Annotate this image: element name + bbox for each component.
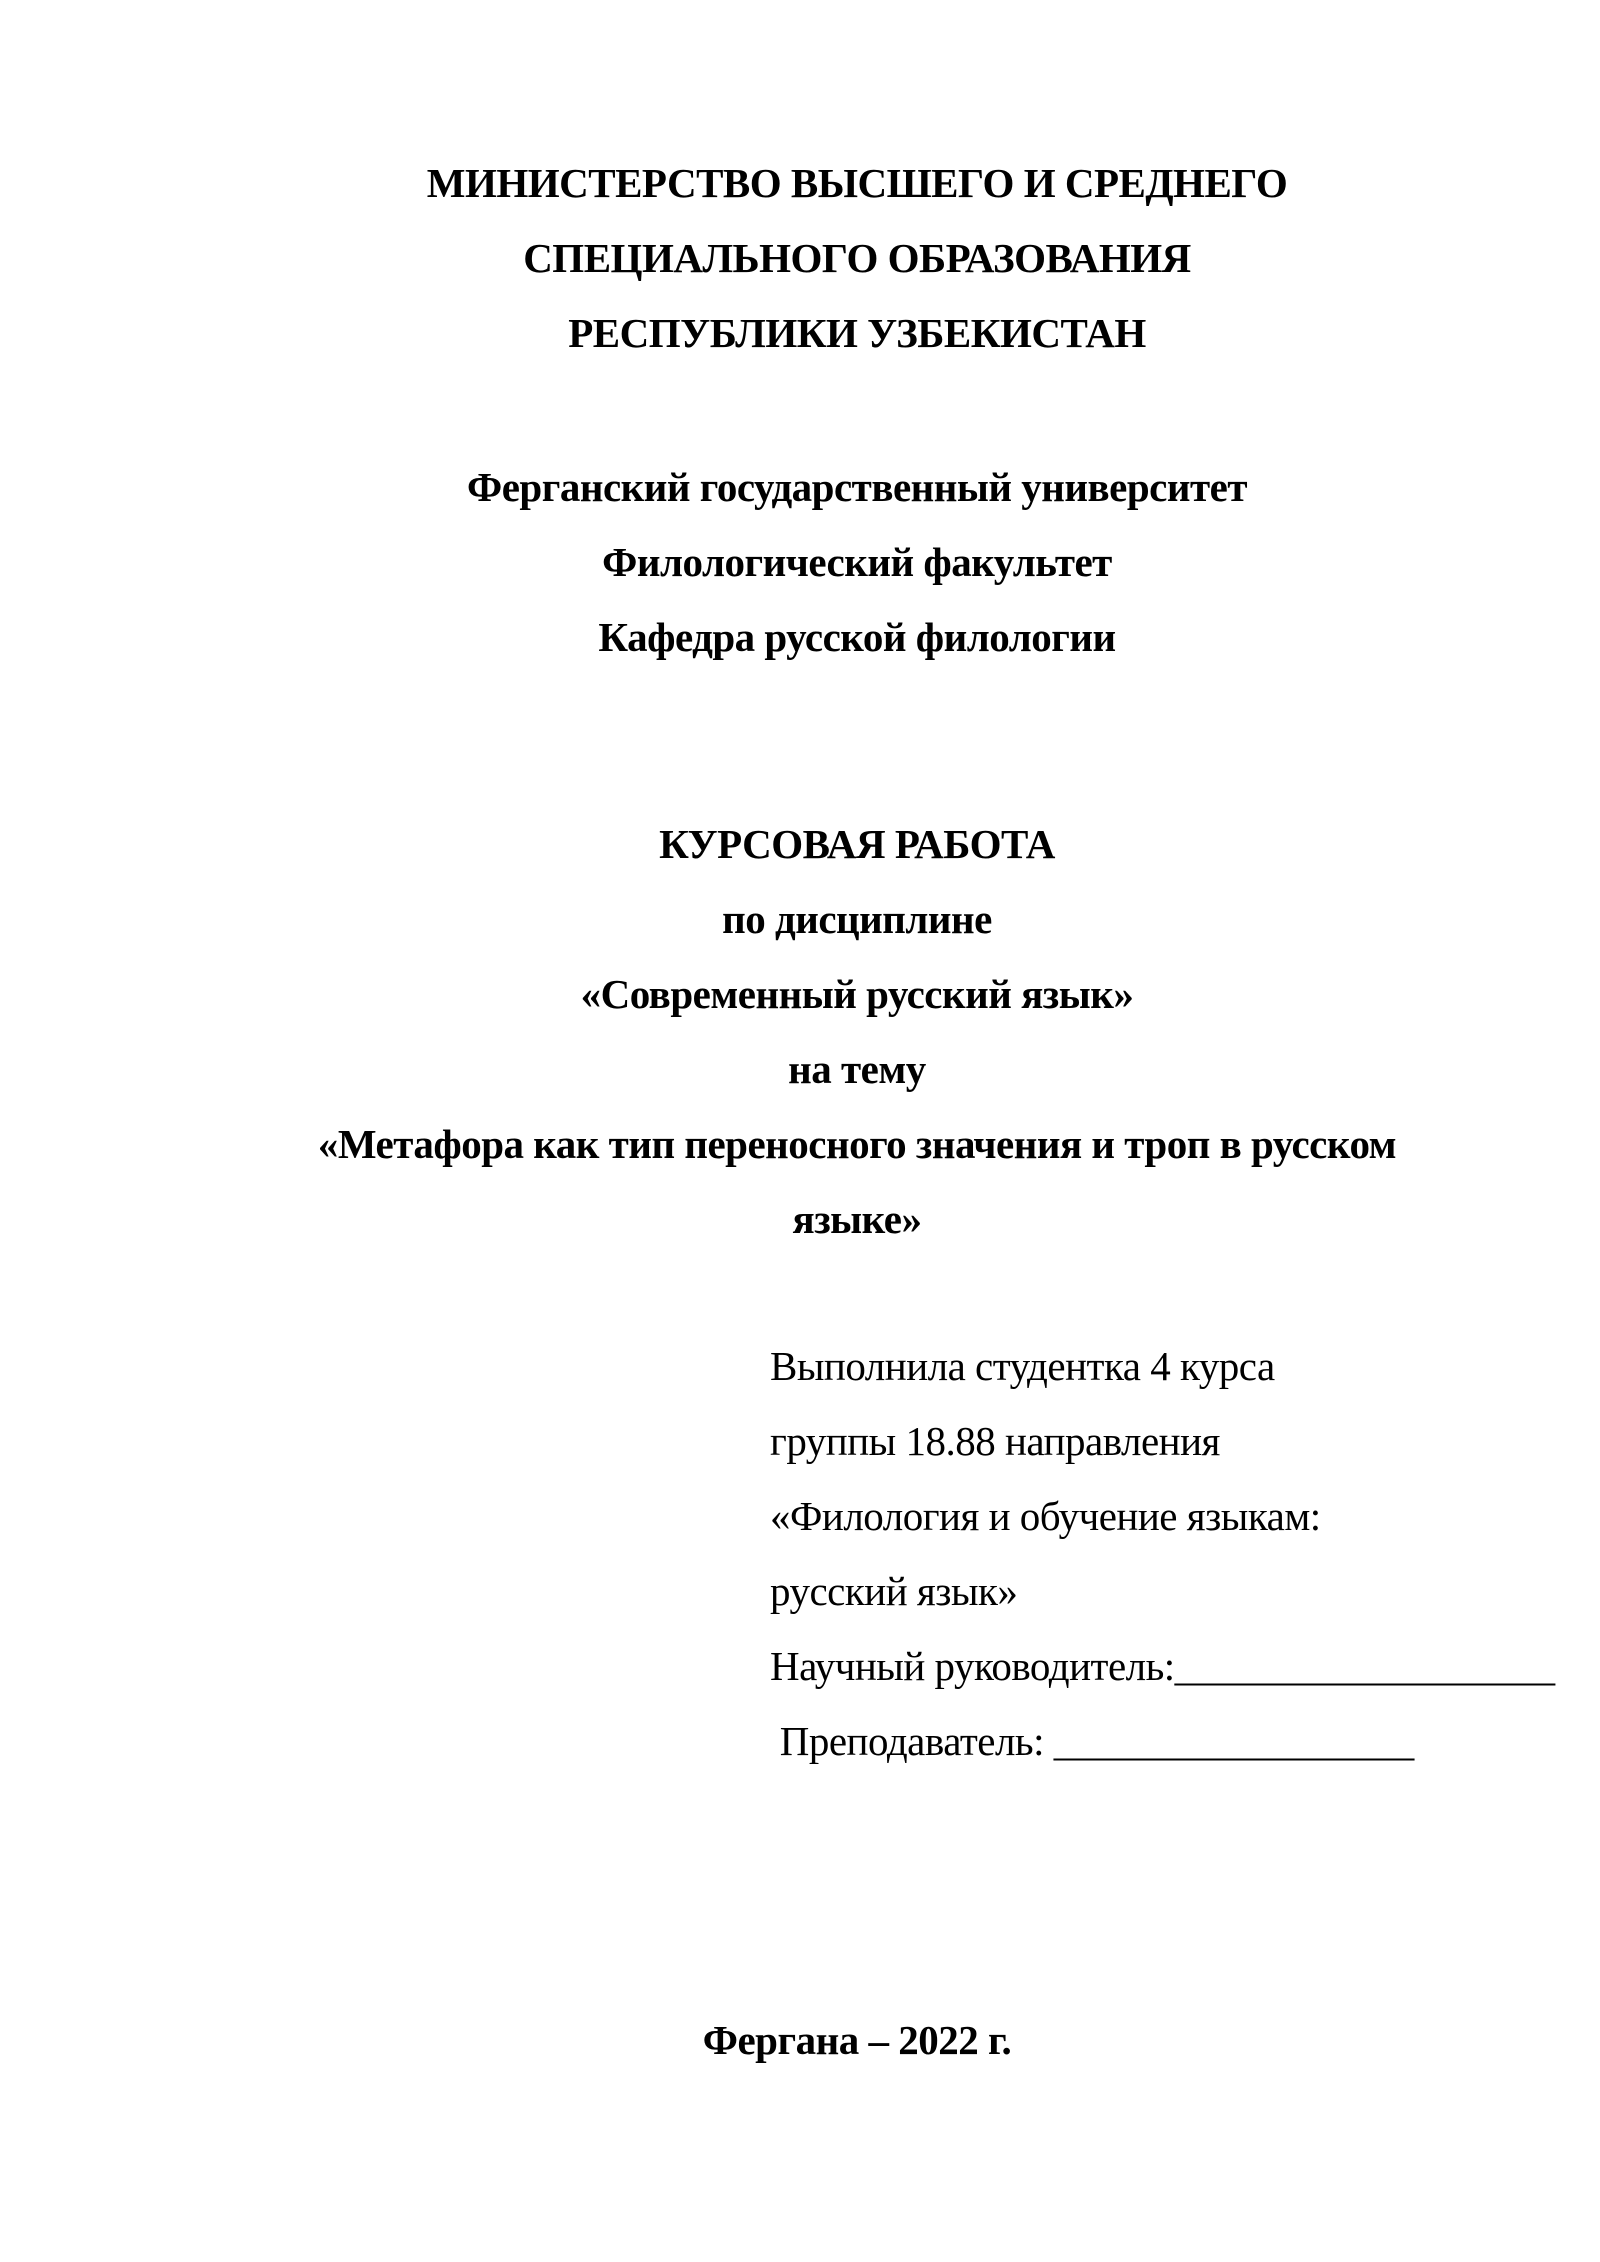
topic-title-line-1: «Метафора как тип переносного значения и троп в русском	[317, 1121, 1397, 1167]
discipline-label: по дисциплине	[722, 896, 992, 942]
ministry-line-1: МИНИСТЕРСТВО ВЫСШЕГО И СРЕДНЕГО	[426, 160, 1288, 206]
attribution-block	[228, 1329, 1555, 1779]
university-line: Ферганский государственный университет	[467, 464, 1247, 510]
discipline-name: «Современный русский язык»	[580, 971, 1134, 1017]
ministry-block	[228, 146, 1486, 371]
ministry-line-3: РЕСПУБЛИКИ УЗБЕКИСТАН	[568, 310, 1146, 356]
direction-line-1: «Филология и обучение языкам:	[770, 1493, 1321, 1539]
faculty-line: Филологический факультет	[602, 539, 1112, 585]
direction-line-2: русский язык»	[770, 1568, 1018, 1614]
topic-label: на тему	[788, 1046, 926, 1092]
performer-line-1: Выполнила студентка 4 курса	[770, 1343, 1275, 1389]
work-block	[228, 807, 1486, 1257]
city-year-line: Фергана – 2022 г.	[702, 2017, 1012, 2063]
footer-block	[228, 2003, 1486, 2078]
topic-title-line-2: языке»	[792, 1196, 922, 1242]
department-line: Кафедра русской филологии	[598, 614, 1116, 660]
supervisor-line: Научный руководитель:___________________	[770, 1643, 1555, 1689]
university-block	[228, 450, 1486, 675]
work-type-title: КУРСОВАЯ РАБОТА	[659, 821, 1055, 867]
teacher-line: Преподаватель: __________________	[770, 1718, 1414, 1764]
ministry-line-2: СПЕЦИАЛЬНОГО ОБРАЗОВАНИЯ	[523, 235, 1191, 281]
performer-line-2: группы 18.88 направления	[770, 1418, 1220, 1464]
